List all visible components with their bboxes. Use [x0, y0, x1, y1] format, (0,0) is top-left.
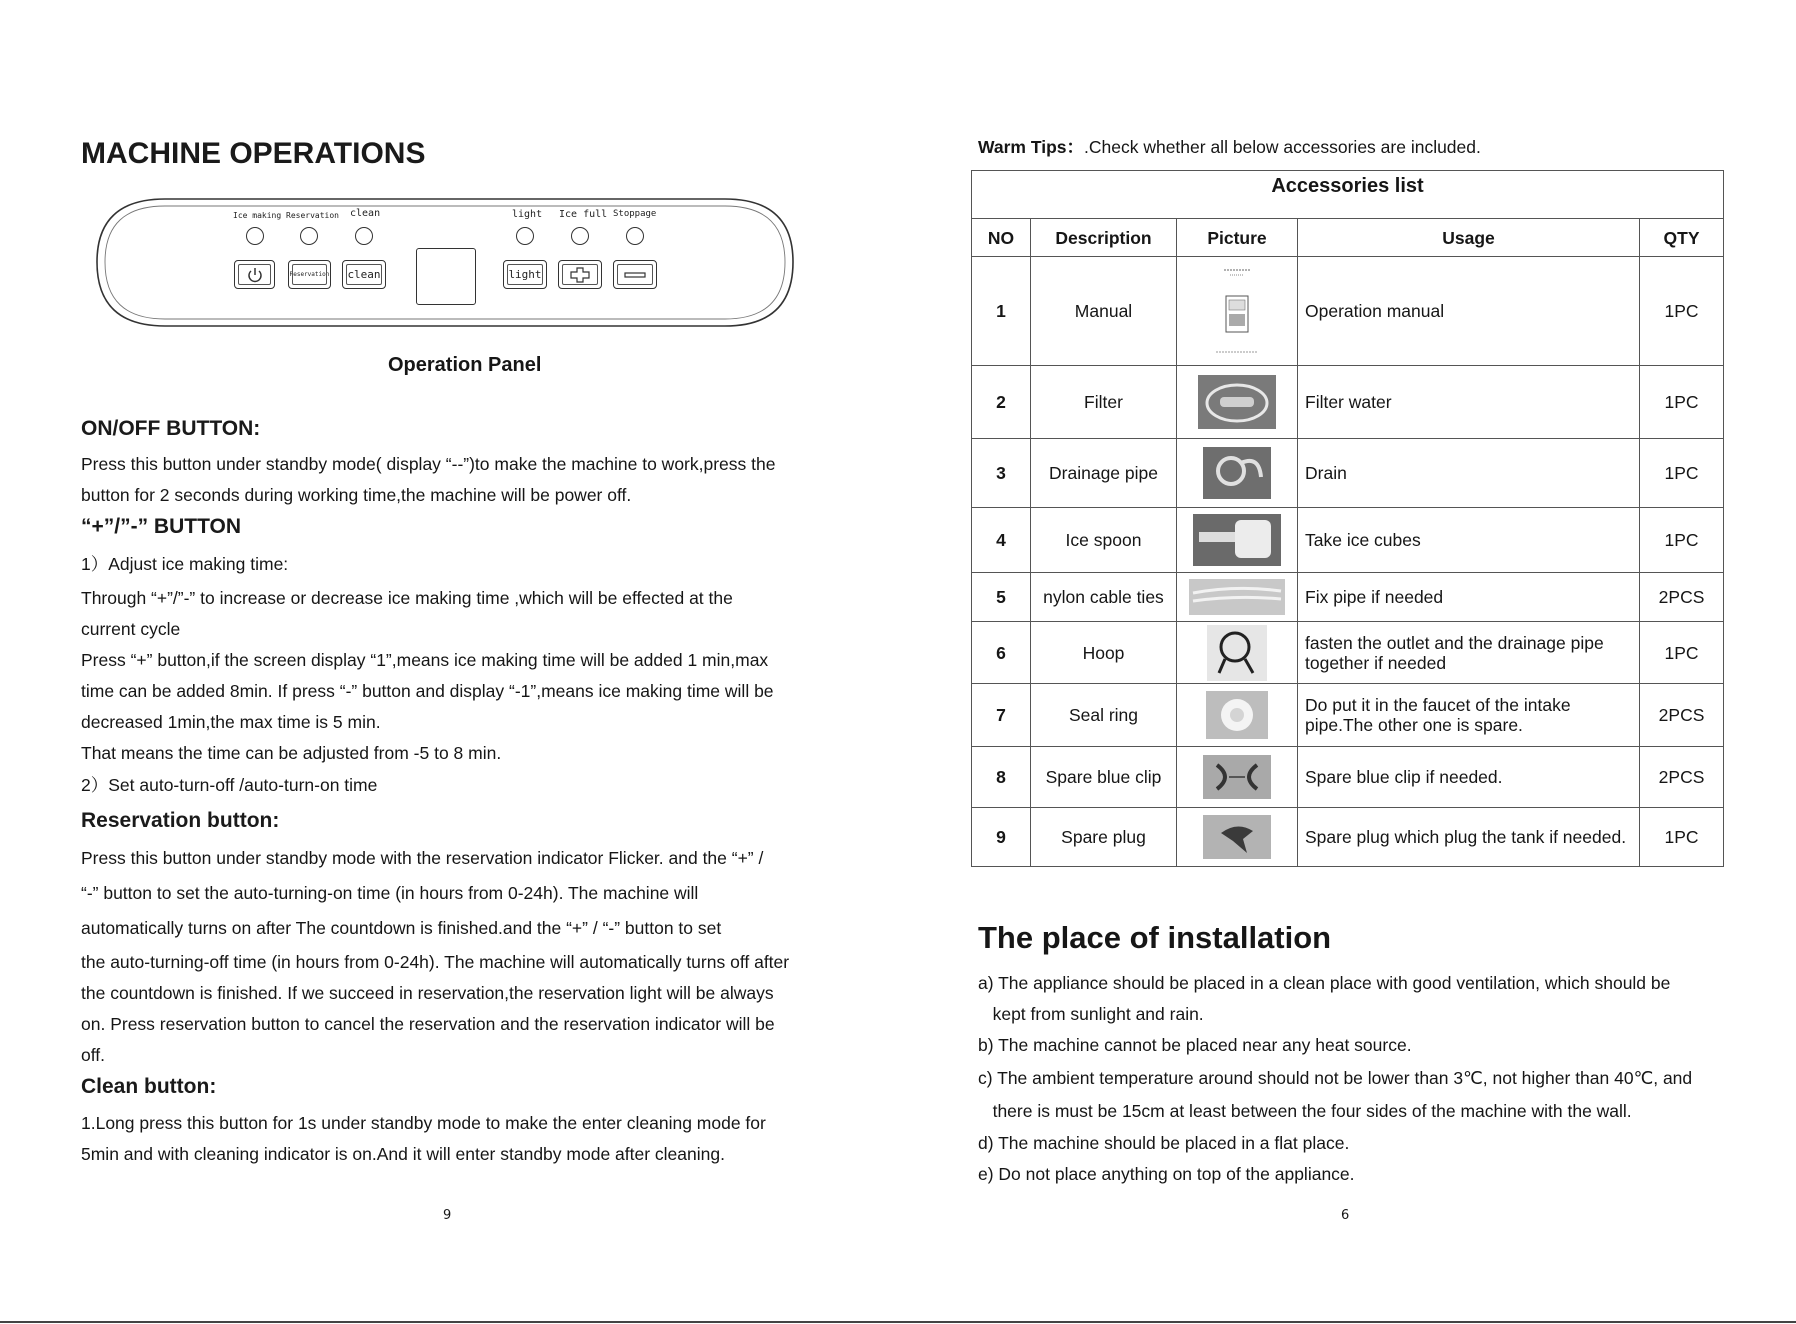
plusminus-line: That means the time can be adjusted from -5 to 8 min. — [81, 743, 502, 763]
panel-caption: Operation Panel — [388, 354, 542, 376]
light-button-label: light — [508, 268, 542, 281]
row-no: 4 — [972, 508, 1031, 573]
row-no: 8 — [972, 747, 1031, 808]
row-description: Ice spoon — [1031, 508, 1177, 573]
clean-button[interactable] — [342, 260, 386, 289]
row-picture — [1177, 808, 1298, 867]
spare-plug-picture — [1203, 815, 1271, 859]
reservation-line: automatically turns on after The countdown is finished.and the “+” / “-” button to set — [81, 918, 722, 938]
row-qty: 2PCS — [1640, 684, 1724, 747]
reservation-button[interactable] — [288, 260, 331, 289]
row-usage: Spare blue clip if needed. — [1298, 747, 1640, 808]
plusminus-line: Through “+”/”-” to increase or decrease ice making time ,which will be effected at the — [81, 588, 733, 608]
header-usage: Usage — [1298, 219, 1640, 257]
table-row — [972, 808, 1724, 867]
clean-button-label: clean — [347, 268, 381, 281]
reservation-heading: Reservation button: — [81, 809, 280, 832]
table-row — [972, 508, 1724, 573]
ice-making-indicator — [246, 227, 264, 245]
row-no: 3 — [972, 439, 1031, 508]
row-usage: Drain — [1298, 439, 1640, 508]
row-usage: Do put it in the faucet of the intake pipe.The other one is spare. — [1298, 684, 1640, 747]
bottom-rule — [0, 1321, 1796, 1323]
plusminus-line: 2）Set auto-turn-off /auto-turn-on time — [81, 775, 378, 795]
onoff-line: Press this button under standby mode( display “--”)to make the machine to work,press the — [81, 454, 776, 474]
drainage-pipe-picture — [1203, 447, 1271, 499]
reservation-line: Press this button under standby mode with the reservation indicator Flicker. and the “+” / — [81, 848, 764, 868]
blue-clip-picture — [1203, 755, 1271, 799]
clean-indicator — [355, 227, 373, 245]
install-line: b) The machine cannot be placed near any heat source. — [978, 1035, 1412, 1055]
table-row — [972, 622, 1724, 684]
plusminus-line: Press “+” button,if the screen display “1”,means ice making time will be added 1 min,max — [81, 650, 769, 670]
row-qty: 1PC — [1640, 257, 1724, 366]
plus-button[interactable] — [558, 260, 602, 289]
reservation-line: the auto-turning-off time (in hours from 0-24h). The machine will automatically turns off after — [81, 952, 790, 972]
reservation-indicator — [300, 227, 318, 245]
reservation-line: the countdown is finished. If we succeed in reservation,the reservation light will be always — [81, 983, 774, 1003]
row-usage: Filter water — [1298, 366, 1640, 439]
label-reservation: Reservation — [286, 211, 339, 220]
manual-picture — [1202, 262, 1272, 360]
page-title: MACHINE OPERATIONS — [81, 137, 426, 170]
clean-heading: Clean button: — [81, 1075, 217, 1098]
row-description: Seal ring — [1031, 684, 1177, 747]
row-picture — [1177, 622, 1298, 684]
row-description: Manual — [1031, 257, 1177, 366]
plusminus-line: current cycle — [81, 619, 181, 639]
row-description: nylon cable ties — [1031, 573, 1177, 622]
label-ice-making: Ice making — [233, 211, 282, 220]
table-header-row — [972, 219, 1724, 257]
display-screen — [416, 248, 476, 305]
install-heading: The place of installation — [978, 920, 1332, 955]
row-qty: 2PCS — [1640, 747, 1724, 808]
header-description: Description — [1031, 219, 1177, 257]
plusminus-line: time can be added 8min. If press “-” button and display “-1”,means ice making time will be — [81, 681, 774, 701]
plusminus-line: 1）Adjust ice making time: — [81, 554, 289, 574]
row-qty: 1PC — [1640, 439, 1724, 508]
page-number-right: 6 — [1341, 1208, 1350, 1223]
row-picture — [1177, 257, 1298, 366]
install-line: kept from sunlight and rain. — [978, 1004, 1204, 1024]
row-usage: fasten the outlet and the drainage pipe together if needed — [1298, 622, 1640, 684]
plusminus-line: decreased 1min,the max time is 5 min. — [81, 712, 381, 732]
ice-full-indicator — [571, 227, 589, 245]
install-line: there is must be 15cm at least between the four sides of the machine with the wall. — [978, 1101, 1632, 1121]
row-picture — [1177, 573, 1298, 622]
header-no: NO — [972, 219, 1031, 257]
row-no: 1 — [972, 257, 1031, 366]
install-line: a) The appliance should be placed in a clean place with good ventilation, which should be — [978, 973, 1671, 993]
row-picture — [1177, 439, 1298, 508]
row-picture — [1177, 508, 1298, 573]
row-picture — [1177, 366, 1298, 439]
onoff-heading: ON/OFF BUTTON: — [81, 417, 261, 440]
row-qty: 1PC — [1640, 366, 1724, 439]
header-qty: QTY — [1640, 219, 1724, 257]
filter-picture — [1198, 375, 1276, 429]
row-no: 5 — [972, 573, 1031, 622]
warm-tips — [978, 137, 1481, 157]
label-ice-full: Ice full — [559, 209, 608, 220]
row-usage: Take ice cubes — [1298, 508, 1640, 573]
minus-button[interactable] — [613, 260, 657, 289]
ice-spoon-picture — [1193, 514, 1281, 566]
label-stoppage: Stoppage — [613, 209, 657, 219]
install-line: c) The ambient temperature around should not be lower than 3℃, not higher than 40℃, and — [978, 1068, 1693, 1088]
row-no: 7 — [972, 684, 1031, 747]
reservation-line: on. Press reservation button to cancel the reservation and the reservation indicator will be — [81, 1014, 775, 1034]
table-row — [972, 747, 1724, 808]
row-description: Spare blue clip — [1031, 747, 1177, 808]
label-clean: clean — [350, 208, 381, 219]
clean-line: 1.Long press this button for 1s under standby mode to make the enter cleaning mode for — [81, 1113, 766, 1133]
row-qty: 1PC — [1640, 508, 1724, 573]
reservation-button-label: Reservation — [289, 271, 330, 278]
row-usage: Spare plug which plug the tank if needed. — [1298, 808, 1640, 867]
install-line: d) The machine should be placed in a flat place. — [978, 1133, 1350, 1153]
row-picture — [1177, 684, 1298, 747]
row-description: Filter — [1031, 366, 1177, 439]
hoop-picture — [1207, 625, 1267, 681]
reservation-line: “-” button to set the auto-turning-on time (in hours from 0-24h). The machine will — [81, 883, 699, 903]
seal-ring-picture — [1206, 691, 1268, 739]
reservation-line: off. — [81, 1045, 106, 1065]
stoppage-indicator — [626, 227, 644, 245]
table-row — [972, 257, 1724, 366]
warm-tips-label: Warm Tips： — [978, 137, 1084, 157]
row-description: Drainage pipe — [1031, 439, 1177, 508]
table-title: Accessories list — [972, 171, 1724, 219]
row-no: 6 — [972, 622, 1031, 684]
table-row — [972, 573, 1724, 622]
label-light: light — [512, 209, 543, 220]
cable-ties-picture — [1189, 579, 1285, 615]
plusminus-heading: “+”/”-” BUTTON — [81, 515, 242, 538]
row-description: Hoop — [1031, 622, 1177, 684]
row-no: 9 — [972, 808, 1031, 867]
light-button[interactable] — [503, 260, 547, 289]
table-row — [972, 366, 1724, 439]
warm-tips-text: .Check whether all below accessories are included. — [1084, 137, 1481, 157]
row-description: Spare plug — [1031, 808, 1177, 867]
row-picture — [1177, 747, 1298, 808]
table-row — [972, 439, 1724, 508]
clean-line: 5min and with cleaning indicator is on.And it will enter standby mode after cleaning. — [81, 1144, 725, 1164]
row-qty: 1PC — [1640, 808, 1724, 867]
install-line: e) Do not place anything on top of the appliance. — [978, 1164, 1355, 1184]
row-usage: Operation manual — [1298, 257, 1640, 366]
light-indicator — [516, 227, 534, 245]
header-picture: Picture — [1177, 219, 1298, 257]
onoff-line: button for 2 seconds during working time,the machine will be power off. — [81, 485, 632, 505]
table-row — [972, 684, 1724, 747]
page-number-left: 9 — [443, 1208, 452, 1223]
row-no: 2 — [972, 366, 1031, 439]
accessories-table — [971, 170, 1724, 867]
power-button[interactable] — [234, 260, 275, 289]
row-qty: 1PC — [1640, 622, 1724, 684]
row-qty: 2PCS — [1640, 573, 1724, 622]
row-usage: Fix pipe if needed — [1298, 573, 1640, 622]
